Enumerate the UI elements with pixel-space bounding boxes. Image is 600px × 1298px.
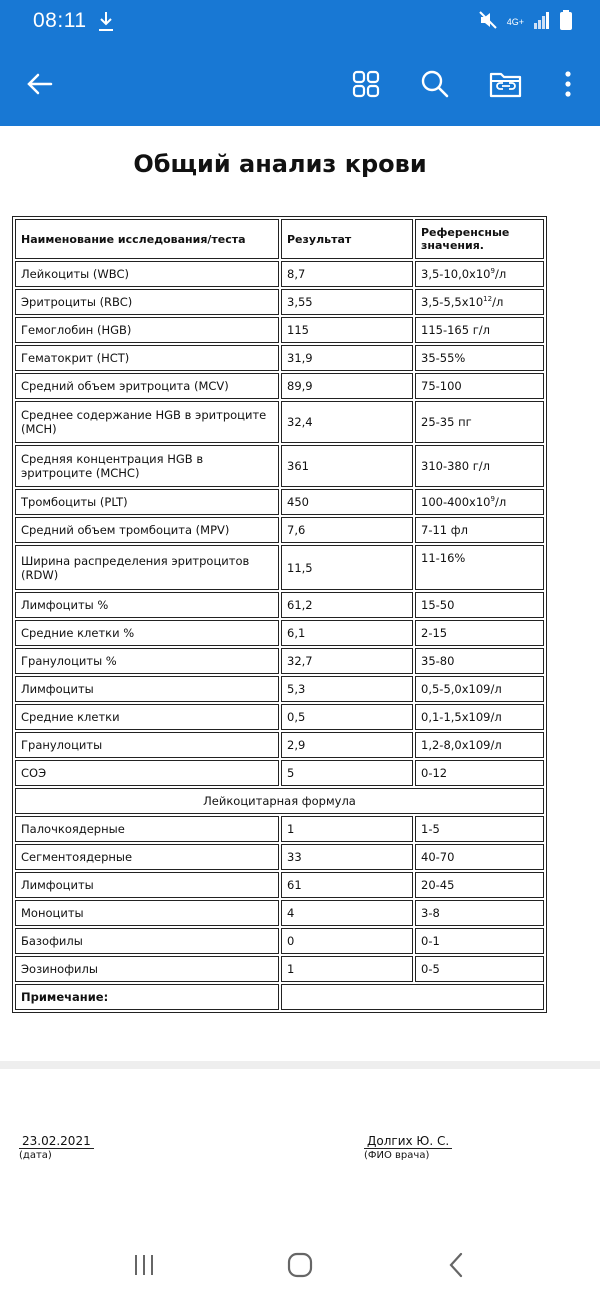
- header-test-name: Наименование исследования/теста: [15, 219, 279, 259]
- reference-value: 25-35 пг: [421, 415, 472, 429]
- result-cell: 5: [281, 760, 413, 786]
- home-button[interactable]: [278, 1243, 322, 1287]
- result-cell: 115: [281, 317, 413, 343]
- result-cell: 361: [281, 445, 413, 487]
- page-separator: [0, 1061, 600, 1069]
- table-row: [15, 732, 544, 758]
- test-name-cell: Лимфоциты %: [15, 592, 279, 618]
- reference-cell: [415, 592, 544, 618]
- reference-cell: [415, 704, 544, 730]
- result-cell: 33: [281, 844, 413, 870]
- reference-value: 0,1-1,5х109/л: [421, 710, 502, 724]
- grid-view-button[interactable]: [346, 64, 386, 104]
- nav-back-button[interactable]: [434, 1243, 478, 1287]
- date-block: [19, 1130, 94, 1161]
- reference-value: 115-165 г/л: [421, 323, 490, 337]
- reference-cell: [415, 816, 544, 842]
- table-row: [15, 620, 544, 646]
- header-result: Результат: [281, 219, 413, 259]
- reference-cell: [415, 928, 544, 954]
- table-row: [15, 317, 544, 343]
- reference-cell: [415, 373, 544, 399]
- test-name-cell: Средние клетки: [15, 704, 279, 730]
- system-nav-bar: [0, 1229, 600, 1298]
- table-row: [15, 401, 544, 443]
- table-row: [15, 704, 544, 730]
- signal-icon: [534, 11, 550, 33]
- reference-value: 0,5-5,0х109/л: [421, 682, 502, 696]
- reference-exponent: 9: [490, 495, 495, 504]
- test-name-cell: Гранулоциты: [15, 732, 279, 758]
- folder-link-icon: [489, 69, 523, 99]
- test-name-cell: Гемоглобин (HGB): [15, 317, 279, 343]
- table-row: [15, 956, 544, 982]
- app-bar: [0, 0, 600, 126]
- test-name-cell: Эритроциты (RBC): [15, 289, 279, 315]
- reference-value: 20-45: [421, 878, 455, 892]
- reference-value: 40-70: [421, 850, 455, 864]
- test-name-cell: Среднее содержание HGB в эритроците (MCH): [15, 401, 279, 443]
- reference-value: 1,2-8,0х109/л: [421, 738, 502, 752]
- note-row: [15, 984, 544, 1010]
- reference-value: 0-1: [421, 934, 440, 948]
- reference-cell: [415, 732, 544, 758]
- more-vert-icon: [564, 71, 572, 97]
- table-row: [15, 445, 544, 487]
- reference-value: 310-380 г/л: [421, 459, 490, 473]
- table-row: [15, 844, 544, 870]
- mute-icon: [479, 11, 497, 33]
- test-name-cell: Моноциты: [15, 900, 279, 926]
- reference-unit: /л: [494, 267, 507, 281]
- table-row: [15, 289, 544, 315]
- reference-cell: [415, 872, 544, 898]
- reference-value: 15-50: [421, 598, 455, 612]
- table-header-row: [15, 219, 544, 259]
- test-name-cell: Тромбоциты (PLT): [15, 489, 279, 515]
- doctor-caption: (ФИО врача): [364, 1150, 430, 1161]
- search-icon: [421, 70, 449, 98]
- test-name-cell: Базофилы: [15, 928, 279, 954]
- reference-unit: /л: [492, 295, 504, 309]
- result-cell: 1: [281, 816, 413, 842]
- table-row: [15, 345, 544, 371]
- date-value: 23.02.2021: [19, 1134, 94, 1149]
- test-name-cell: СОЭ: [15, 760, 279, 786]
- reference-cell: [415, 956, 544, 982]
- grid-icon: [352, 70, 380, 98]
- search-button[interactable]: [415, 64, 455, 104]
- test-name-cell: Лимфоциты: [15, 872, 279, 898]
- table-row: [15, 517, 544, 543]
- download-icon: [98, 10, 114, 36]
- recents-button[interactable]: [122, 1243, 166, 1287]
- status-time: 08:11: [33, 9, 87, 32]
- result-cell: 3,55: [281, 289, 413, 315]
- reference-unit: /л: [494, 495, 507, 509]
- reference-exponent: 9: [490, 267, 495, 276]
- test-name-cell: Эозинофилы: [15, 956, 279, 982]
- table-row: [15, 816, 544, 842]
- result-cell: 32,7: [281, 648, 413, 674]
- note-label: Примечание:: [15, 984, 279, 1010]
- recents-icon: [132, 1253, 156, 1277]
- signature-page: [0, 1069, 600, 1229]
- table-row: [15, 676, 544, 702]
- doctor-block: [364, 1130, 452, 1161]
- reference-value: 0-12: [421, 766, 448, 780]
- test-name-cell: Гематокрит (HCT): [15, 345, 279, 371]
- result-cell: 6,1: [281, 620, 413, 646]
- reference-value: 75-100: [421, 379, 462, 393]
- formula-header-row: [15, 788, 544, 814]
- test-name-cell: Гранулоциты %: [15, 648, 279, 674]
- reference-cell: [415, 261, 544, 287]
- result-cell: 0,5: [281, 704, 413, 730]
- result-cell: 8,7: [281, 261, 413, 287]
- result-cell: 11,5: [281, 545, 413, 590]
- result-cell: 89,9: [281, 373, 413, 399]
- header-reference: Референсные значения.: [415, 219, 544, 259]
- result-cell: 4: [281, 900, 413, 926]
- result-cell: 31,9: [281, 345, 413, 371]
- reference-cell: [415, 345, 544, 371]
- test-name-cell: Лейкоциты (WBC): [15, 261, 279, 287]
- test-name-cell: Палочкоядерные: [15, 816, 279, 842]
- formula-title: Лейкоцитарная формула: [15, 788, 544, 814]
- folder-link-button[interactable]: [486, 64, 526, 104]
- reference-cell: [415, 620, 544, 646]
- test-name-cell: Средние клетки %: [15, 620, 279, 646]
- reference-value: 2-15: [421, 626, 448, 640]
- result-cell: 61: [281, 872, 413, 898]
- reference-value: 11-16%: [421, 551, 466, 565]
- test-name-cell: Лимфоциты: [15, 676, 279, 702]
- reference-cell: [415, 648, 544, 674]
- reference-cell: [415, 545, 544, 590]
- reference-value: 3,5-10,0х10: [421, 267, 491, 281]
- status-icons: [479, 10, 572, 34]
- result-cell: 0: [281, 928, 413, 954]
- result-cell: 32,4: [281, 401, 413, 443]
- result-cell: 61,2: [281, 592, 413, 618]
- doctor-name: Долгих Ю. С.: [364, 1134, 452, 1149]
- reference-value: 35-55%: [421, 351, 466, 365]
- back-button[interactable]: [20, 64, 60, 104]
- table-row: [15, 545, 544, 590]
- document-title: Общий анализ крови: [133, 150, 427, 178]
- table-row: [15, 592, 544, 618]
- reference-value: 100-400х10: [421, 495, 491, 509]
- reference-value: 3-8: [421, 906, 440, 920]
- nav-back-icon: [448, 1252, 464, 1278]
- reference-value: 35-80: [421, 654, 455, 668]
- reference-cell: [415, 401, 544, 443]
- test-name-cell: Сегментоядерные: [15, 844, 279, 870]
- table-row: [15, 928, 544, 954]
- reference-exponent: 12: [483, 295, 493, 304]
- reference-cell: [415, 760, 544, 786]
- reference-value: 7-11 фл: [421, 523, 468, 537]
- reference-cell: [415, 900, 544, 926]
- test-name-cell: Средняя концентрация HGB в эритроците (MCHC): [15, 445, 279, 487]
- test-name-cell: Ширина распределения эритроцитов (RDW): [15, 545, 279, 590]
- table-row: [15, 872, 544, 898]
- reference-cell: [415, 289, 544, 315]
- home-icon: [287, 1252, 313, 1278]
- table-row: [15, 900, 544, 926]
- result-cell: 450: [281, 489, 413, 515]
- note-value: [281, 984, 544, 1010]
- table-row: [15, 760, 544, 786]
- results-table: [12, 216, 547, 1013]
- reference-value: 0-5: [421, 962, 440, 976]
- table-row: [15, 489, 544, 515]
- reference-cell: [415, 445, 544, 487]
- reference-value: 1-5: [421, 822, 440, 836]
- result-cell: 2,9: [281, 732, 413, 758]
- table-row: [15, 648, 544, 674]
- network-type: 4G+: [506, 16, 524, 27]
- result-cell: 5,3: [281, 676, 413, 702]
- reference-cell: [415, 676, 544, 702]
- battery-icon: [560, 10, 572, 34]
- table-row: [15, 261, 544, 287]
- table-row: [15, 373, 544, 399]
- reference-value: 3,5-5,5х10: [421, 295, 484, 309]
- test-name-cell: Средний объем тромбоцита (MPV): [15, 517, 279, 543]
- back-arrow-icon: [27, 73, 53, 95]
- reference-cell: [415, 317, 544, 343]
- reference-cell: [415, 844, 544, 870]
- reference-cell: [415, 489, 544, 515]
- date-caption: (дата): [19, 1150, 52, 1161]
- result-cell: 1: [281, 956, 413, 982]
- more-options-button[interactable]: [548, 64, 588, 104]
- document-page[interactable]: [0, 126, 600, 1061]
- result-cell: 7,6: [281, 517, 413, 543]
- test-name-cell: Средний объем эритроцита (MCV): [15, 373, 279, 399]
- reference-cell: [415, 517, 544, 543]
